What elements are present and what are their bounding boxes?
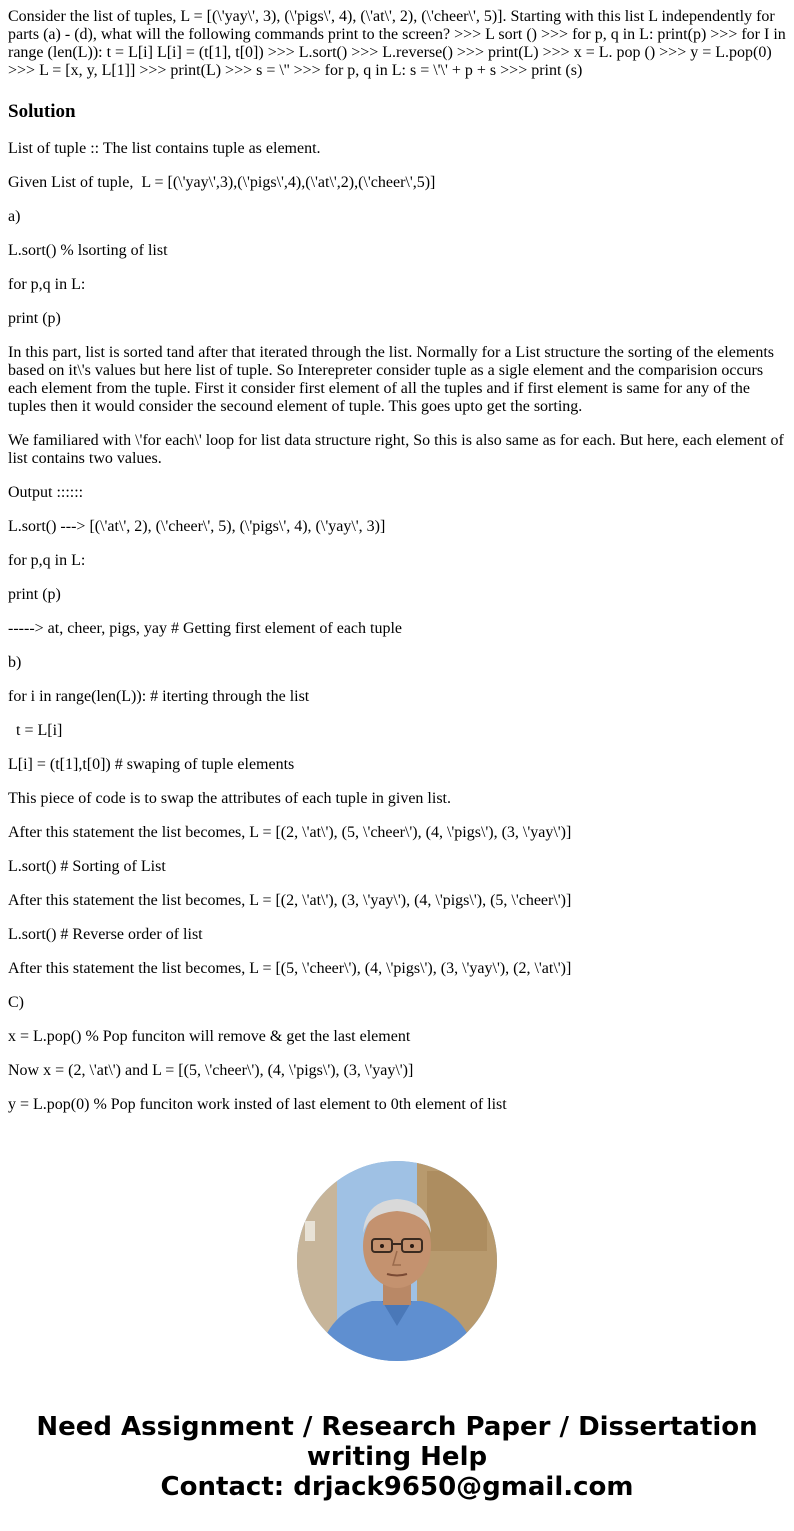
paragraph: After this statement the list becomes, L = [(2, \'at\'), (3, \'yay\'), (4, \'pigs\'), (5, \'cheer\')] [8,892,572,909]
paragraph: In this part, list is sorted tand after that iterated through the list. Normally for a List structure the sorting of the elements based on it\'s values but here list of tuple. So Interepreter consider tuple as a sigle element and the comparision occurs each element from the tuple. First it consider first element of all the tuples and if first element is same for any of the tuples then it would consider the secound element of tuple. This goes upto get the sorting. [8,344,779,415]
paragraph: L.sort() # Sorting of List [8,858,166,875]
paragraph: Now x = (2, \'at\') and L = [(5, \'cheer\'), (4, \'pigs\'), (3, \'yay\')] [8,1062,414,1079]
paragraph: We familiared with \'for each\' loop for list data structure right, So this is also same as for each. But here, each element of list contains two values. [8,432,788,467]
paragraph: L[i] = (t[1],t[0]) # swaping of tuple elements [8,756,295,773]
paragraph: t = L[i] [8,722,63,739]
paragraph: After this statement the list becomes, L = [(5, \'cheer\'), (4, \'pigs\'), (3, \'yay\'), (2, \'at\')] [8,960,572,977]
paragraph: x = L.pop() % Pop funciton will remove & get the last element [8,1028,411,1045]
paragraph: Given List of tuple, L = [(\'yay\',3),(\'pigs\',4),(\'at\',2),(\'cheer\',5)] [8,174,436,191]
paragraph: -----> at, cheer, pigs, yay # Getting first element of each tuple [8,620,403,637]
paragraph: L.sort() ---> [(\'at\', 2), (\'cheer\', 5), (\'pigs\', 4), (\'yay\', 3)] [8,518,386,535]
paragraph: After this statement the list becomes, L = [(2, \'at\'), (5, \'cheer\'), (4, \'pigs\'), (3, \'yay\')] [8,824,572,841]
solution-body [0,140,794,1114]
paragraph: for p,q in L: [8,276,86,293]
promo-line-1: Need Assignment / Research Paper / Dissertation [36,1412,758,1442]
promo-banner [0,1412,794,1502]
paragraph: List of tuple :: The list contains tuple as element. [8,140,321,157]
paragraph: C) [8,994,24,1011]
paragraph: L.sort() % lsorting of list [8,242,168,259]
paragraph: for p,q in L: [8,552,86,569]
paragraph: print (p) [8,586,61,603]
question-text: Consider the list of tuples, L = [(\'yay\', 3), (\'pigs\', 4), (\'at\', 2), (\'cheer\', 5)]. Starting with this list L independently for parts (a) - (d), what will the following commands print to the screen? >>> L sort () >>> for p, q in L: print(p) >>> for I in range (len(L)): t = L[i] L[i] = (t[1], t[0]) >>> L.sort() >>> L.reverse() >>> print(L) >>> x = L. pop () >>> y = L.pop(0) >>> L = [x, y, L[1]] >>> print(L) >>> s = \'' >>> for p, q in L: s = \'\' + p + s >>> print (s) [8,8,786,79]
author-avatar [297,1161,497,1361]
promo-contact: Contact: drjack9650@gmail.com [160,1472,634,1502]
promo-line-2: writing Help [306,1442,488,1472]
solution-heading: Solution [8,101,76,122]
paragraph: b) [8,654,22,671]
paragraph: for i in range(len(L)): # iterting through the list [8,688,310,705]
paragraph: print (p) [8,310,61,327]
person-photo-icon [297,1161,497,1361]
paragraph: This piece of code is to swap the attributes of each tuple in given list. [8,790,451,807]
paragraph: Output :::::: [8,484,84,501]
paragraph: a) [8,208,21,225]
paragraph: y = L.pop(0) % Pop funciton work insted of last element to 0th element of list [8,1096,507,1113]
paragraph: L.sort() # Reverse order of list [8,926,203,943]
